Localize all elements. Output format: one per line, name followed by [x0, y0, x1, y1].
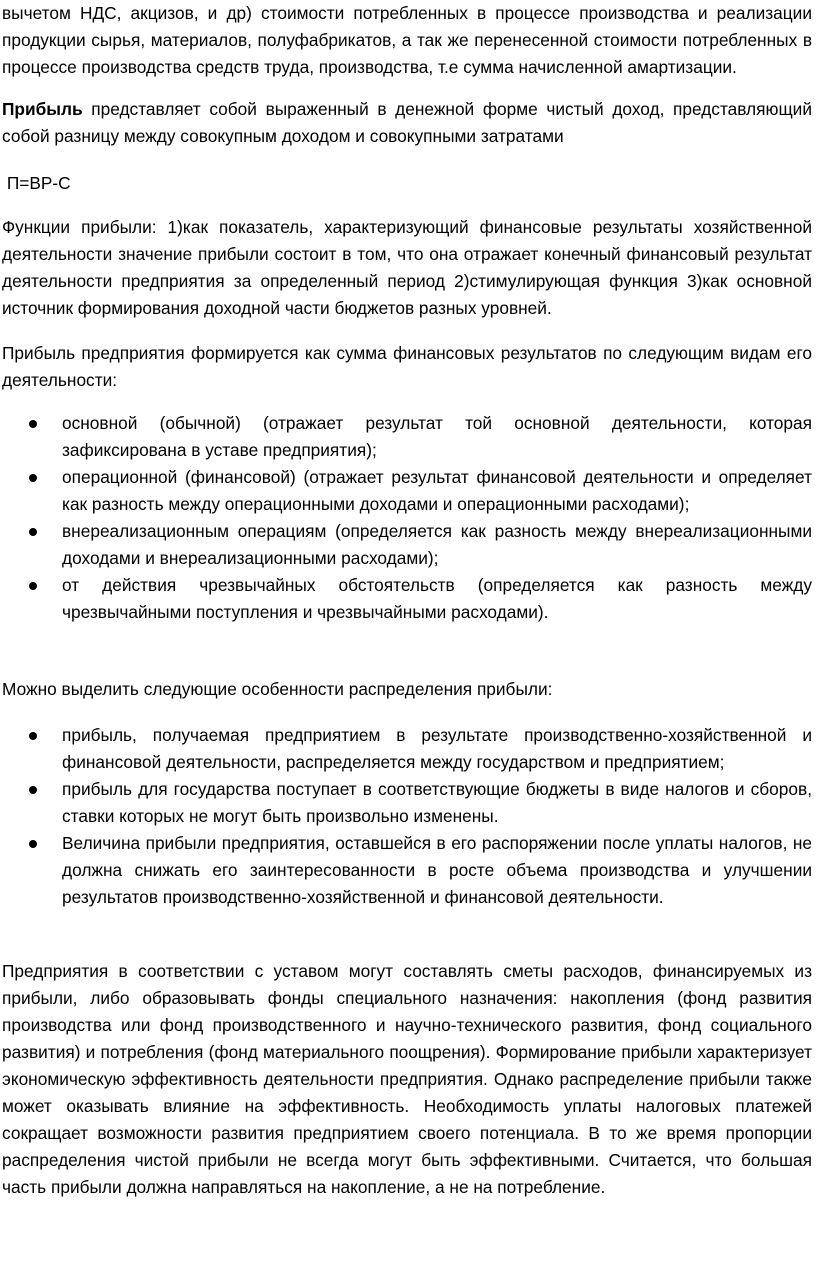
formula-text: П=ВР-С	[6, 173, 71, 193]
activity-types-list	[2, 410, 812, 626]
list-item	[2, 830, 812, 911]
list-item	[2, 776, 812, 830]
list-item-text: основной (обычной) (отражает результат той основной деятельности, которая зафиксирована в уставе предприятия);	[62, 413, 812, 460]
list-item-text: Величина прибыли предприятия, оставшейся в его распоряжении после уплаты налогов, не должна снижать его заинтересованности в росте объема производства и улучшении результатов производственно-хозяйственной и финансовой деятельности.	[62, 833, 812, 907]
list-item	[2, 572, 812, 626]
bullet-icon	[29, 732, 37, 740]
intro-paragraph: вычетом НДС, акцизов, и др) стоимости потребленных в процессе производства и реализации продукции сырья, материалов, полуфабрикатов, а так же перенесенной стоимости потребленных в процессе производства средств труда, производства, т.е сумма начисленной амартизации.	[2, 3, 812, 77]
profit-formula	[2, 170, 812, 197]
list-item	[2, 410, 812, 464]
bullet-icon	[29, 474, 37, 482]
bullet-icon	[29, 840, 37, 848]
profit-functions-paragraph: Функции прибыли: 1)как показатель, характеризующий финансовые результаты хозяйственной деятельности значение прибыли состоит в том, что она отражает конечный финансовый результат деятельности предприятия за определенный период 2)стимулирующая функция 3)как основной источник формирования доходной части бюджетов разных уровней.	[2, 217, 812, 318]
list-item-text: внереализационным операциям (определяется как разность между внереализационными доходами и внереализационными расходами);	[62, 521, 812, 568]
final-paragraph: Предприятия в соответствии с уставом могут составлять сметы расходов, финансируемых из прибыли, либо образовывать фонды специального назначения: накопления (фонд развития производства или фонд производственного и научно-технического развития, фонд социального развития) и потребления (фонд материального поощрения). Формирование прибыли характеризует экономическую эффективность деятельности предприятия. Однако распределение прибыли также может оказывать влияние на эффективность. Необходимость уплаты налоговых платежей сокращает возможности развития предприятием своего потенциала. В то же время пропорции распределения чистой прибыли не всегда могут быть эффективными. Считается, что большая часть прибыли должна направляться на накопление, а не на потребление.	[2, 961, 812, 1197]
profit-term: Прибыль	[2, 99, 83, 119]
distribution-intro-paragraph: Можно выделить следующие особенности распределения прибыли:	[2, 679, 553, 699]
bullet-icon	[29, 582, 37, 590]
profit-definition-text: представляет собой выраженный в денежной форме чистый доход, представляющий собой разницу между совокупным доходом и совокупными затратами	[2, 99, 812, 146]
list-item-text: прибыль для государства поступает в соответствующие бюджеты в виде налогов и сборов, ставки которых не могут быть произвольно изменены.	[62, 779, 812, 826]
list-item	[2, 464, 812, 518]
bullet-icon	[29, 420, 37, 428]
profit-definition-paragraph	[2, 96, 812, 150]
bullet-icon	[29, 786, 37, 794]
list-item-text: операционной (финансовой) (отражает результат финансовой деятельности и определяет как разность между операционными доходами и операционными расходами);	[62, 467, 812, 514]
list-item	[2, 722, 812, 776]
list-item	[2, 518, 812, 572]
distribution-features-list	[2, 722, 812, 911]
list-item-text: прибыль, получаемая предприятием в результате производственно-хозяйственной и финансовой деятельности, распределяется между государством и предприятием;	[62, 725, 812, 772]
list-item-text: от действия чрезвычайных обстоятельств (определяется как разность между чрезвычайными поступления и чрезвычайными расходами).	[62, 575, 812, 622]
profit-formation-paragraph: Прибыль предприятия формируется как сумма финансовых результатов по следующим видам его деятельности:	[2, 343, 812, 390]
bullet-icon	[29, 528, 37, 536]
